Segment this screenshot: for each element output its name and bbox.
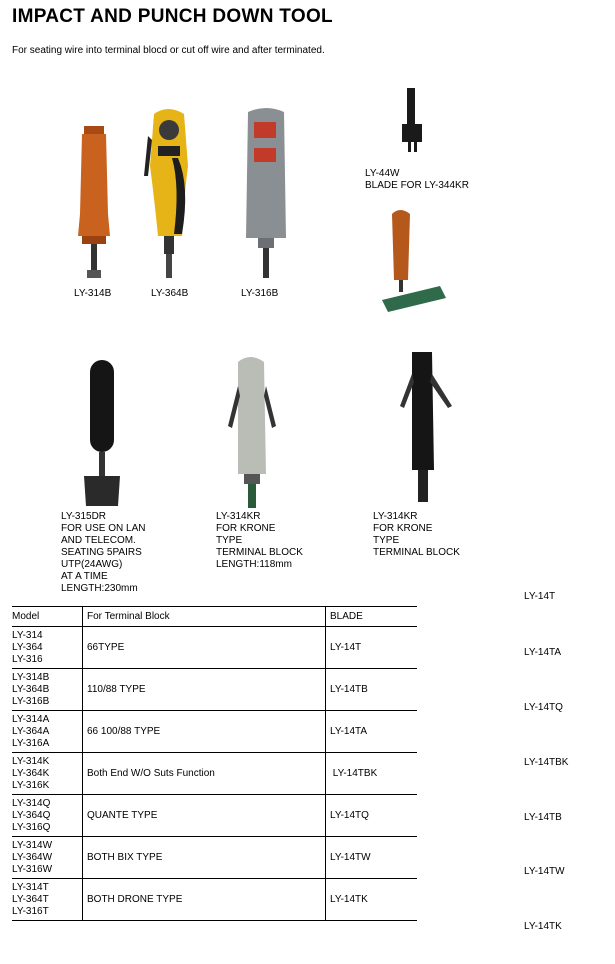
- header-terminal-block: For Terminal Block: [83, 607, 326, 627]
- cell-block: BOTH DRONE TYPE: [83, 879, 326, 921]
- table-header-row: [12, 607, 417, 627]
- tool-image-ly-316b: [244, 108, 288, 280]
- cell-block: QUANTE TYPE: [83, 795, 326, 837]
- table-row: [12, 627, 417, 669]
- cell-blade: LY-14T: [326, 627, 418, 669]
- product-caption: LY-315DR FOR USE ON LAN AND TELECOM. SEATING 5PAIRS UTP(24AWG) AT A TIME LENGTH:230mm: [61, 511, 146, 594]
- cell-models: LY-314Q LY-364Q LY-316Q: [12, 795, 83, 837]
- side-blade-label: LY-14T: [524, 591, 556, 602]
- table-row: [12, 795, 417, 837]
- cell-blade: LY-14TA: [326, 711, 418, 753]
- cell-models: LY-314K LY-364K LY-316K: [12, 753, 83, 795]
- table-row: [12, 837, 417, 879]
- cell-block: BOTH BIX TYPE: [83, 837, 326, 879]
- product-label: LY-316B: [241, 288, 279, 299]
- tool-image-ly-314kr-black: [398, 350, 454, 506]
- side-blade-label: LY-14TB: [524, 812, 562, 823]
- blade-image-ly-44w: [400, 88, 424, 154]
- table-row: [12, 879, 417, 921]
- table-row: [12, 753, 417, 795]
- header-model: Model: [12, 607, 83, 627]
- spec-table: [12, 606, 417, 921]
- header-blade: BLADE: [326, 607, 418, 627]
- product-label: LY-314B: [74, 288, 112, 299]
- page-title: IMPACT AND PUNCH DOWN TOOL: [12, 6, 333, 27]
- table-row: [12, 669, 417, 711]
- cell-models: LY-314 LY-364 LY-316: [12, 627, 83, 669]
- product-caption: LY-314KR FOR KRONE TYPE TERMINAL BLOCK LENGTH:118mm: [216, 511, 303, 570]
- cell-blade: LY-14TBK: [326, 753, 418, 795]
- cell-block: 66 100/88 TYPE: [83, 711, 326, 753]
- cell-blade: LY-14TQ: [326, 795, 418, 837]
- tool-image-ly-314b: [76, 124, 112, 280]
- side-blade-label: LY-14TA: [524, 647, 562, 658]
- side-blade-label: LY-14TQ: [524, 702, 563, 713]
- cell-blade: LY-14TK: [326, 879, 418, 921]
- cell-blade: LY-14TB: [326, 669, 418, 711]
- blade-caption: LY-44W BLADE FOR LY-344KR: [365, 168, 469, 191]
- side-blade-label: LY-14TBK: [524, 757, 569, 768]
- cell-block: Both End W/O Suts Function: [83, 753, 326, 795]
- cell-block: 66TYPE: [83, 627, 326, 669]
- cell-models: LY-314W LY-364W LY-316W: [12, 837, 83, 879]
- tool-image-ly-364b: [144, 106, 194, 280]
- table-row: [12, 711, 417, 753]
- side-blade-label: LY-14TK: [524, 921, 562, 932]
- product-caption: LY-314KR FOR KRONE TYPE TERMINAL BLOCK: [373, 511, 460, 558]
- product-label: LY-364B: [151, 288, 189, 299]
- cell-models: LY-314T LY-364T LY-316T: [12, 879, 83, 921]
- cell-models: LY-314A LY-364A LY-316A: [12, 711, 83, 753]
- cell-block: 110/88 TYPE: [83, 669, 326, 711]
- page-subtitle: For seating wire into terminal blocd or cut off wire and after terminated.: [12, 45, 325, 56]
- cell-models: LY-314B LY-364B LY-316B: [12, 669, 83, 711]
- cell-blade: LY-14TW: [326, 837, 418, 879]
- tool-image-ly-315dr: [80, 360, 124, 510]
- tool-image-ly-314kr-gray: [226, 356, 280, 510]
- tool-image-krone-with-block: [380, 208, 448, 314]
- side-blade-label: LY-14TW: [524, 866, 565, 877]
